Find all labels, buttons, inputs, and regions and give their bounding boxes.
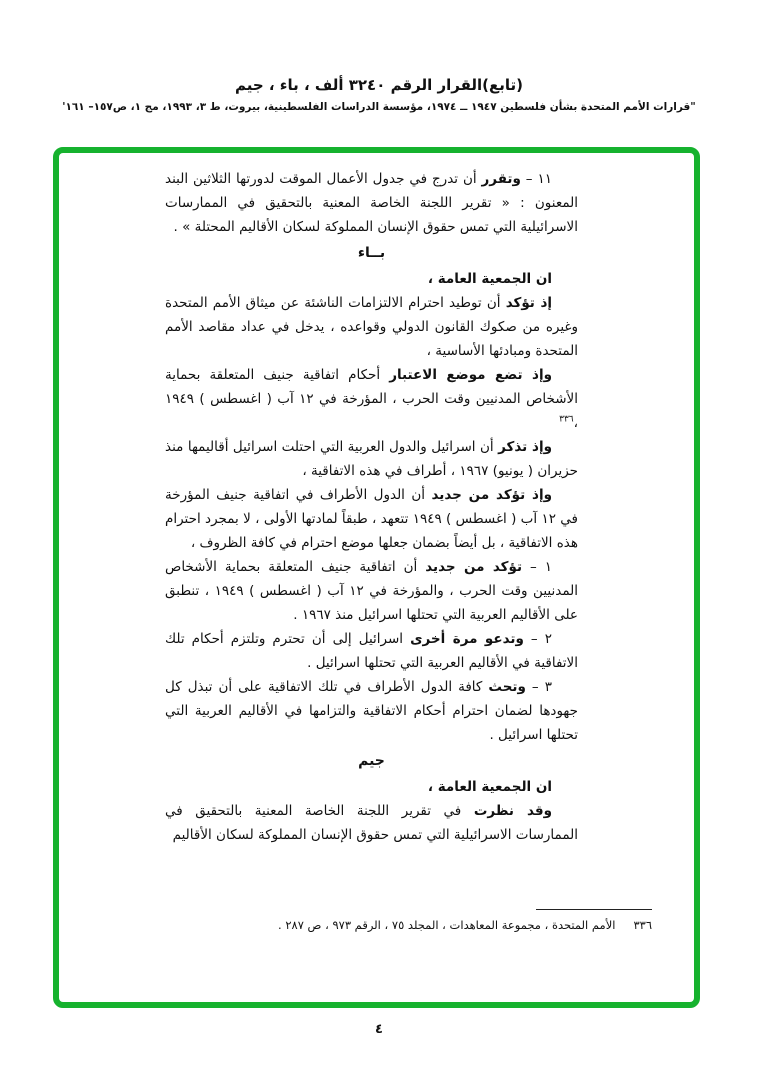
paragraph-operative-2 bbox=[165, 627, 578, 675]
paragraph-text: في تقرير اللجنة الخاصة المعنية بالتحقيق في الممارسات الاسرائيلية التي تمس حقوق الإنسان المملوكة لسكان الأقاليم bbox=[165, 803, 578, 843]
paragraph-number: ٣ – bbox=[525, 679, 552, 695]
paragraph-number: ١١ – bbox=[520, 171, 552, 187]
page-header bbox=[0, 76, 758, 113]
paragraph-assembly bbox=[165, 267, 578, 291]
paragraph-text: اسرائيل إلى أن تحترم وتلتزم أحكام تلك الاتفاقية في الأقاليم العربية التي تحتلها اسرائيل . bbox=[165, 631, 578, 671]
footnote-reference: ٣٣٦ bbox=[559, 414, 574, 425]
lead-word: وقد نظرت bbox=[473, 803, 552, 819]
content-frame bbox=[53, 147, 700, 1008]
section-heading-jim: جيم bbox=[358, 753, 385, 769]
source-citation: "قرارات الأمم المتحدة بشأن فلسطين ١٩٤٧ ــ ١٩٧٤، مؤسسة الدراسات الفلسطينية، بيروت، ط ٣، ١٩٩٣، مج ١، ص١٥٧– ١٦١' bbox=[62, 101, 696, 113]
lead-word: وتحث bbox=[488, 679, 526, 695]
paragraph-text: أن توطيد احترام الالتزامات الناشئة عن ميثاق الأمم المتحدة وغيره من صكوك القانون الدولي وقواعده ، يدخل في عداد مقاصد الأمم المتحدة ومبادئها الأساسية ، bbox=[165, 295, 578, 359]
section-heading-baa: بــاء bbox=[357, 245, 386, 261]
footnote-area bbox=[149, 909, 652, 934]
paragraph-operative-1 bbox=[165, 555, 578, 627]
footnote-line bbox=[149, 916, 652, 934]
page-number: ٤ bbox=[375, 1022, 383, 1037]
paragraph-text: أن الدول الأطراف في اتفاقية جنيف المؤرخة في ١٢ آب ( اغسطس ) ١٩٤٩ تتعهد ، طبقاً لمادتها الأولى ، لا بمجرد احترام هذه الاتفاقية ، بل أيضاً بضمان جعلها موضع احترام في كافة الظروف ، bbox=[165, 487, 579, 551]
footnote-text: الأمم المتحدة ، مجموعة المعاهدات ، المجلد ٧٥ ، الرقم ٩٧٣ ، ص ٢٨٧ . bbox=[278, 918, 616, 932]
footnote-marker: ٣٣٦ bbox=[633, 918, 652, 932]
paragraph-text: كافة الدول الأطراف في تلك الاتفاقية على أن تبذل كل جهودها لضمان احترام أحكام الاتفاقية والتزامها في الأقاليم العربية التي تحتلها اسرائيل . bbox=[165, 679, 578, 743]
paragraph-number: ٢ – bbox=[523, 631, 552, 647]
paragraph-having-considered bbox=[165, 799, 578, 847]
body-text bbox=[165, 167, 578, 847]
paragraph-bearing-in-mind bbox=[165, 363, 578, 435]
paragraph-text: أن تدرج في جدول الأعمال الموقت لدورتها الثلاثين البند المعنون : « تقرير اللجنة الخاصة المعنية بالتحقيق في الممارسات الاسرائيلية التي تمس حقوق الإنسان المملوكة لسكان الأقاليم المحتلة » . bbox=[165, 171, 578, 235]
paragraph-text: أن اتفاقية جنيف المتعلقة بحماية الأشخاص المدنيين وقت الحرب ، والمؤرخة في ١٢ آب ( اغسطس ) ١٩٤٩ ، تنطبق على الأقاليم العربية التي تحتلها اسرائيل منذ ١٩٦٧ . bbox=[165, 559, 578, 623]
lead-word: إذ تؤكد bbox=[505, 295, 553, 311]
lead-word: ان الجمعية العامة ، bbox=[427, 271, 552, 287]
paragraph-assembly-2 bbox=[165, 775, 578, 799]
paragraph-text: أن اسرائيل والدول العربية التي احتلت اسرائيل أقاليمها منذ حزيران ( يونيو) ١٩٦٧ ، أطراف في هذه الاتفاقية ، bbox=[165, 439, 578, 479]
resolution-title: (تابع)القرار الرقم ٣٢٤٠ ألف ، باء ، جيم bbox=[234, 76, 524, 94]
paragraph-11 bbox=[165, 167, 578, 239]
footnote-divider bbox=[536, 909, 652, 910]
paragraph-affirming bbox=[165, 291, 578, 363]
paragraph-operative-3 bbox=[165, 675, 578, 747]
lead-word: وإذ تؤكد من جديد bbox=[431, 487, 552, 503]
lead-word: ان الجمعية العامة ، bbox=[427, 779, 552, 795]
lead-word: وتدعو مرة أخرى bbox=[410, 631, 524, 647]
paragraph-number: ١ – bbox=[522, 559, 552, 575]
lead-word: تؤكد من جديد bbox=[425, 559, 523, 575]
lead-word: وتقرر bbox=[481, 171, 521, 187]
paragraph-reaffirming bbox=[165, 483, 578, 555]
lead-word: وإذ تذكر bbox=[498, 439, 553, 455]
paragraph-text: أحكام اتفاقية جنيف المتعلقة بحماية الأشخاص المدنيين وقت الحرب ، المؤرخة في ١٢ آب ( اغسطس ) ١٩٤٩ ، bbox=[165, 367, 578, 431]
lead-word: وإذ تضع موضع الاعتبار bbox=[389, 367, 552, 383]
paragraph-recalling bbox=[165, 435, 578, 483]
